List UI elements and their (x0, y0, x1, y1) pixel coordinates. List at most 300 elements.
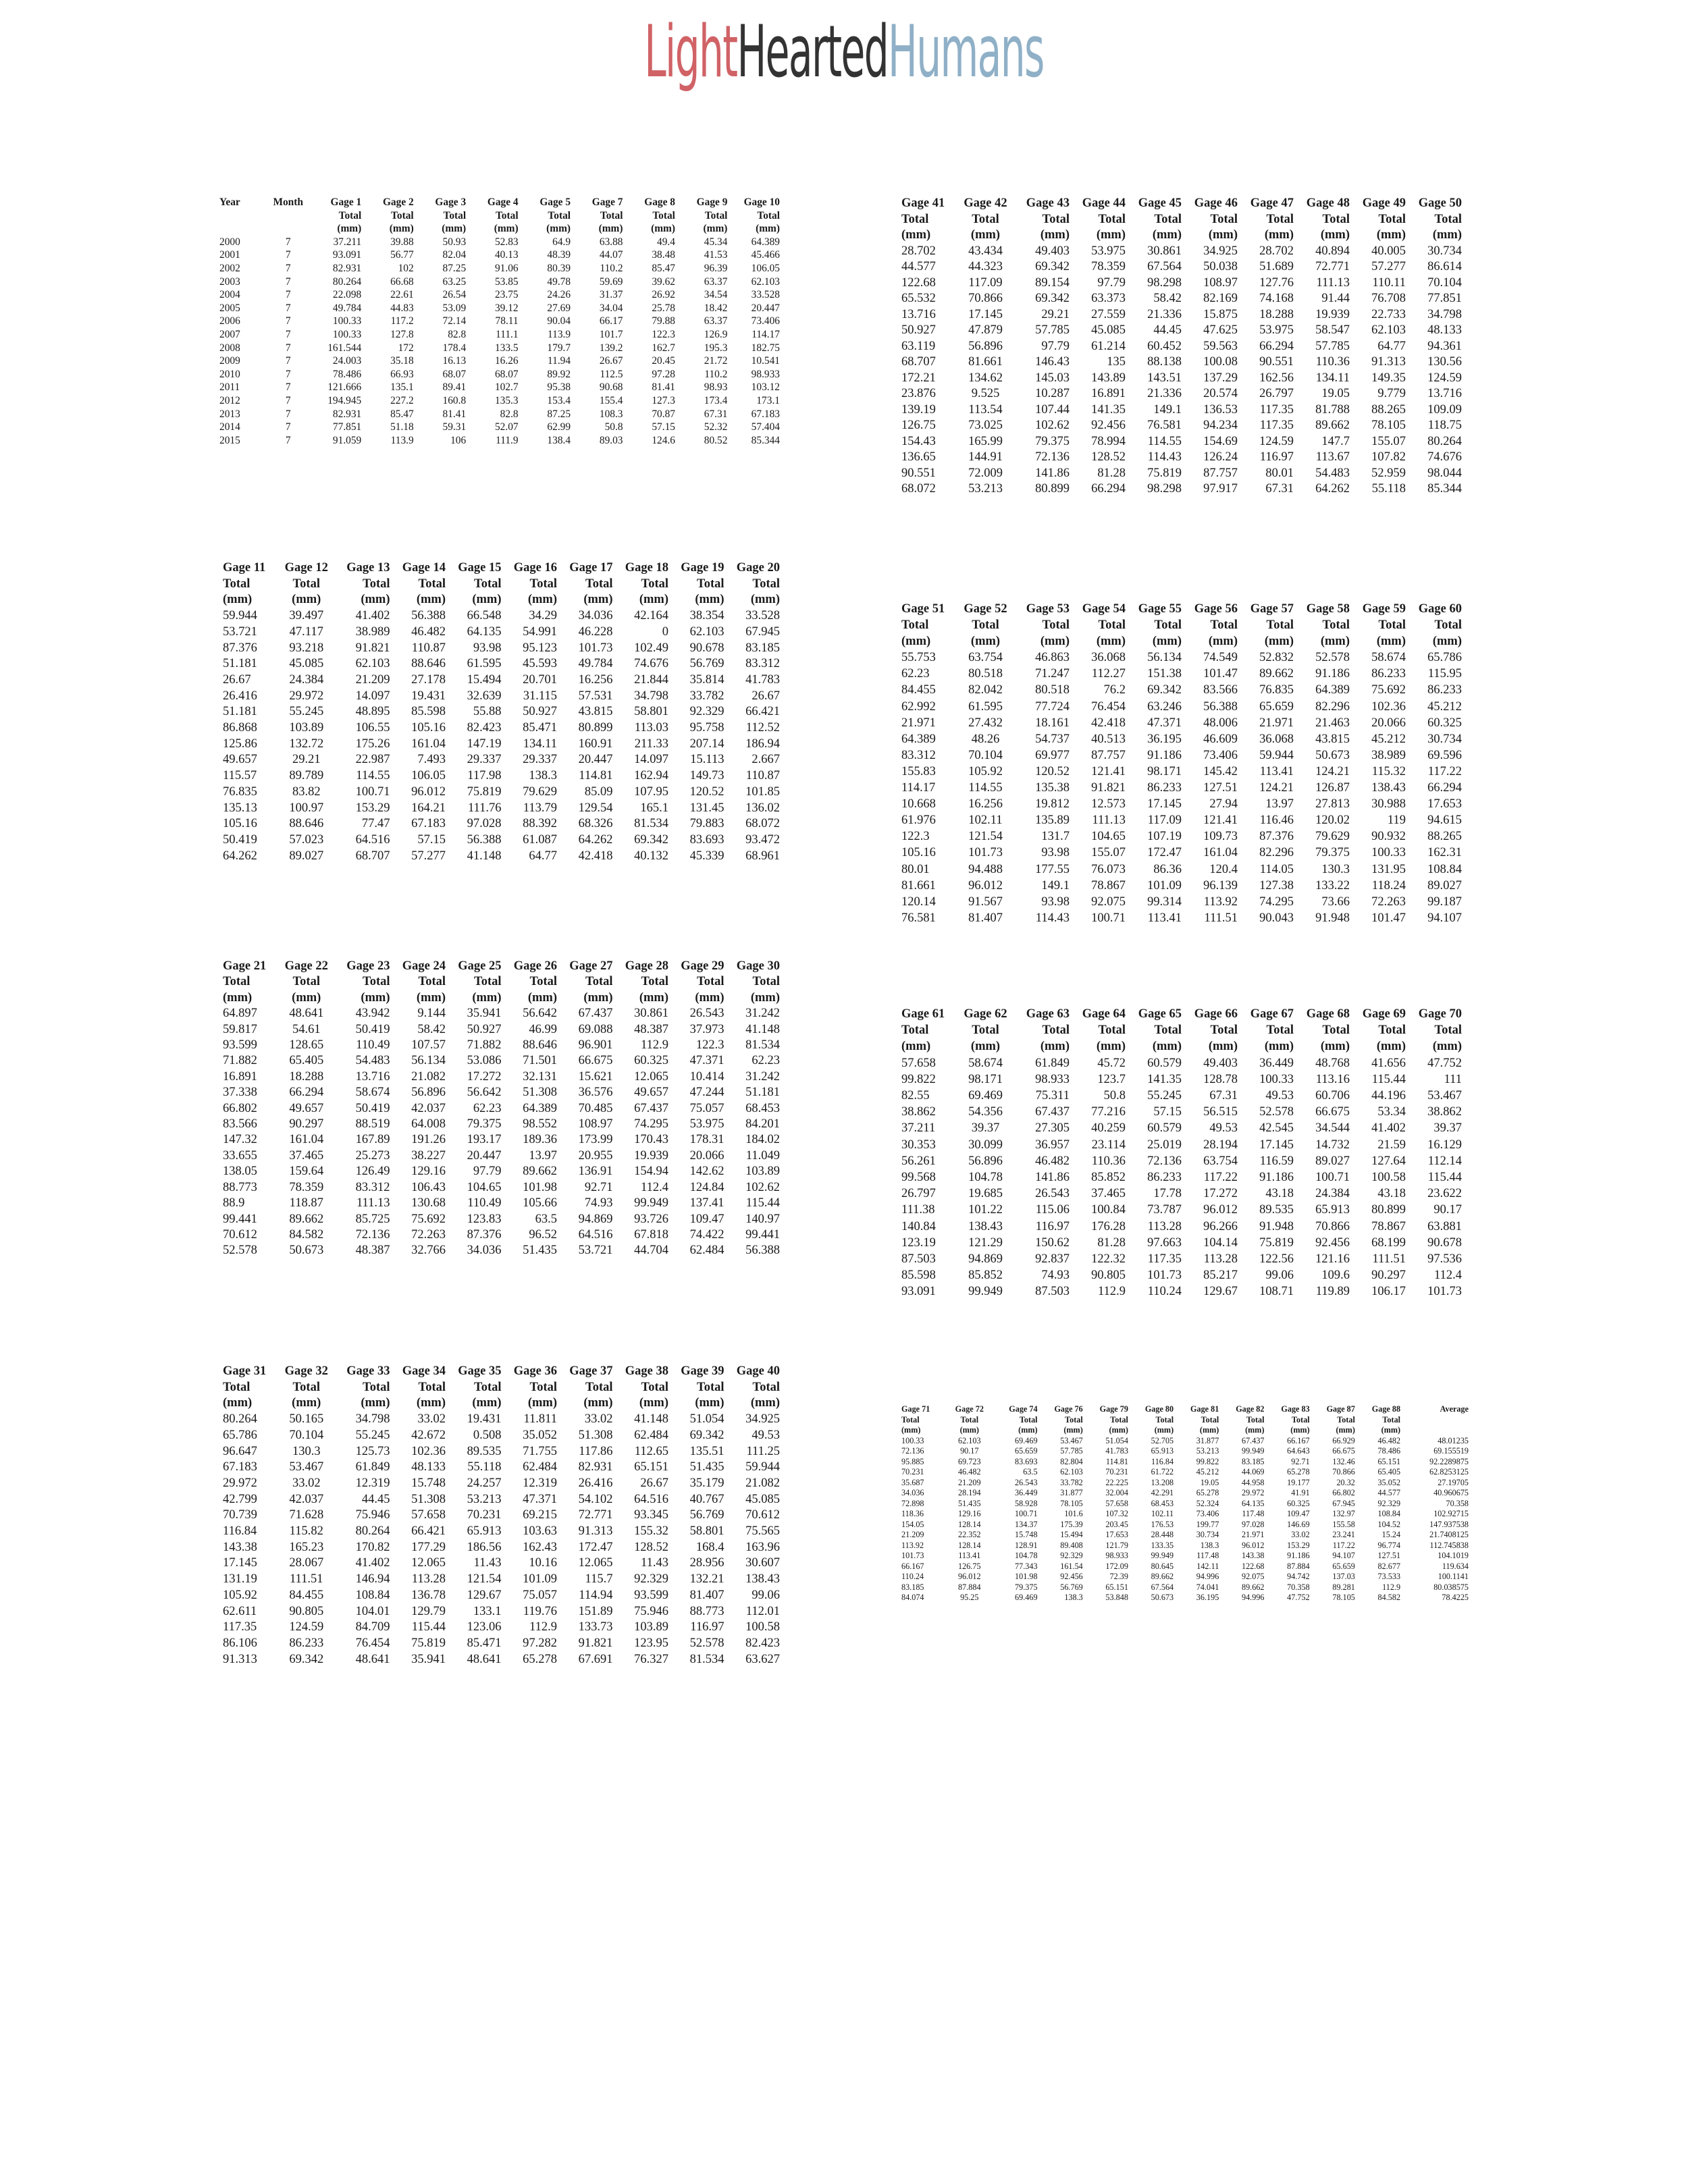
table-row (901, 1499, 1469, 1510)
table-cell: 131.19 (223, 1572, 257, 1587)
table-cell: 91.06 (494, 262, 519, 274)
table-cell: 146.94 (355, 1572, 390, 1587)
table-row (901, 731, 1462, 747)
column-header: Gage 67 (1250, 1007, 1294, 1021)
unit-label: (mm) (1376, 635, 1406, 649)
table-cell: 26.797 (901, 1187, 936, 1201)
table-cell: 67.437 (1035, 1105, 1070, 1119)
column-header: Gage 88 (1371, 1404, 1401, 1414)
table-cell: 155.32 (634, 1524, 668, 1539)
table-cell: 74.168 (1259, 292, 1294, 305)
header-row (901, 633, 1462, 649)
table-cell: 45.212 (1371, 732, 1406, 746)
table-cell: 108.3 (599, 408, 623, 420)
table-cell: 68.072 (745, 817, 780, 831)
table-cell: 57.658 (411, 1508, 446, 1522)
table-cell: 34.925 (745, 1412, 780, 1427)
table-cell: 124.84 (689, 1180, 724, 1194)
table-cell: 125.73 (355, 1444, 390, 1458)
table-cell: 99.822 (901, 1072, 936, 1086)
table-cell: 29.337 (467, 753, 502, 767)
table-cell: 57.785 (1035, 323, 1070, 337)
table-row (901, 402, 1462, 419)
table-cell: 62.103 (689, 624, 724, 639)
table-cell: 99.949 (634, 1196, 668, 1210)
table-cell: 149.35 (1371, 371, 1406, 385)
total-label: Total (1210, 1023, 1238, 1038)
table-row (223, 672, 780, 689)
rainfall-table-gage-71-88-average (901, 1404, 1469, 1603)
table-cell: 101.98 (523, 1180, 557, 1194)
column-header: Gage 87 (1326, 1404, 1355, 1414)
table-cell: 227.2 (390, 394, 414, 406)
table-cell: 122.32 (1091, 1252, 1126, 1267)
table-cell: 13.97 (529, 1148, 557, 1163)
table-cell: 108.84 (1377, 1509, 1401, 1518)
table-cell: 64.135 (467, 624, 502, 639)
table-cell: 64.516 (634, 1492, 668, 1506)
table-cell: 58.801 (634, 705, 668, 719)
table-cell: 2008 (219, 342, 240, 354)
table-cell: 159.64 (289, 1165, 324, 1179)
table-cell: 18.161 (1035, 716, 1070, 730)
table-cell: 127.51 (1377, 1551, 1401, 1560)
table-cell: 75.311 (1035, 1089, 1070, 1103)
table-cell: 115.82 (289, 1524, 323, 1539)
table-cell: 98.933 (1035, 1072, 1070, 1086)
table-cell: 145.42 (1203, 764, 1238, 778)
table-cell: 137.03 (1332, 1572, 1355, 1581)
table-cell: 71.247 (1035, 667, 1070, 681)
table-cell: 42.037 (289, 1492, 324, 1506)
table-cell: 19.812 (1035, 797, 1070, 811)
table-cell: 85.344 (1427, 482, 1462, 496)
table-cell: 45.212 (1427, 699, 1462, 714)
column-header: Gage 10 (743, 196, 780, 208)
table-cell: 63.5 (535, 1212, 557, 1226)
table-cell: 113.79 (523, 801, 557, 815)
table-cell: 117.98 (467, 769, 502, 783)
column-header: Gage 72 (955, 1404, 984, 1414)
table-cell: 121.29 (968, 1235, 1003, 1250)
table-cell: 59.31 (442, 421, 467, 433)
table-cell: 85.852 (968, 1269, 1003, 1283)
unit-label: (mm) (901, 1425, 921, 1435)
table-cell: 18.288 (289, 1069, 324, 1084)
table-cell: 72.136 (355, 1227, 390, 1242)
table-cell: 140.84 (901, 1219, 936, 1233)
table-cell: 126.24 (1203, 450, 1238, 464)
unit-label: (mm) (416, 990, 446, 1005)
table-cell: 78.486 (1377, 1446, 1401, 1456)
table-cell: 20.32 (1336, 1477, 1355, 1487)
table-cell: 87.503 (1035, 1285, 1070, 1299)
column-header: Gage 24 (402, 959, 446, 973)
table-cell: 15.875 (1203, 307, 1238, 321)
column-header: Gage 35 (458, 1364, 502, 1378)
table-cell: 38.989 (355, 624, 390, 639)
table-cell: 2011 (219, 381, 240, 394)
table-cell: 86.233 (1427, 683, 1462, 697)
table-cell: 41.402 (1371, 1121, 1406, 1136)
table-cell: 100.33 (901, 1435, 924, 1445)
table-cell: 33.782 (1060, 1477, 1083, 1487)
table-cell: 50.927 (523, 705, 557, 719)
table-row (223, 624, 780, 641)
table-cell: 91.44 (1321, 292, 1350, 305)
table-cell: 67.564 (1151, 1582, 1174, 1592)
table-cell: 65.151 (634, 1460, 668, 1474)
table-cell: 98.933 (751, 368, 780, 380)
table-cell: 113.41 (1259, 764, 1294, 778)
unit-label: (mm) (527, 990, 557, 1005)
table-cell: 160.8 (442, 394, 467, 406)
table-cell: 117.48 (1196, 1551, 1219, 1560)
table-cell: 51.308 (578, 1428, 613, 1442)
total-label: Total (1434, 618, 1462, 633)
table-cell: 95.885 (901, 1456, 924, 1466)
table-cell: 7 (285, 236, 291, 248)
table-cell: 15.494 (1060, 1530, 1083, 1539)
table-cell: 83.185 (1241, 1456, 1265, 1466)
table-cell: 75.819 (467, 784, 502, 799)
column-header: Average (1440, 1404, 1469, 1414)
table-cell: 94.488 (968, 862, 1003, 876)
unit-label: (mm) (1040, 228, 1070, 242)
table-cell: 22.225 (1105, 1477, 1128, 1487)
table-cell: 35.18 (390, 355, 414, 367)
table-cell: 37.465 (289, 1148, 324, 1163)
table-cell: 80.39 (547, 262, 571, 274)
unit-label: (mm) (472, 990, 502, 1005)
table-cell: 111.51 (289, 1572, 323, 1587)
column-header: Gage 51 (901, 602, 945, 616)
table-cell: 108.84 (355, 1588, 390, 1602)
table-cell: 66.675 (1315, 1105, 1350, 1119)
table-cell: 40.132 (634, 849, 668, 863)
table-cell: 66.802 (223, 1101, 257, 1115)
table-cell: 117.22 (1332, 1540, 1355, 1550)
table-cell: 75.692 (1371, 683, 1406, 697)
table-cell: 61.595 (467, 657, 502, 671)
table-cell: 65.278 (1287, 1467, 1310, 1476)
table-row (219, 394, 780, 408)
table-cell: 75.057 (523, 1588, 557, 1602)
table-cell: 49.784 (332, 302, 362, 314)
unit-label: (mm) (1208, 1040, 1238, 1054)
table-cell: 69.215 (523, 1508, 557, 1522)
table-cell: 135 (1107, 355, 1126, 369)
column-header: Gage 36 (513, 1364, 557, 1378)
table-cell: 141.35 (1147, 1072, 1182, 1086)
table-cell: 42.418 (1091, 716, 1126, 730)
table-cell: 13.716 (1427, 387, 1462, 400)
table-row (901, 1520, 1469, 1530)
table-cell: 68.707 (355, 849, 390, 863)
table-cell: 113.92 (1203, 895, 1238, 909)
table-cell: 146.43 (1035, 355, 1070, 369)
table-cell: 83.312 (901, 748, 936, 762)
table-cell: 107.32 (1105, 1509, 1128, 1518)
table-cell: 26.543 (1035, 1187, 1070, 1201)
table-cell: 40.005 (1371, 244, 1406, 258)
table-cell: 97.028 (467, 817, 502, 831)
table-cell: 41.656 (1371, 1056, 1406, 1070)
table-cell: 92.456 (1060, 1572, 1083, 1581)
table-cell: 69.596 (1427, 748, 1462, 762)
header-row (223, 560, 780, 577)
total-label: Total (1042, 1023, 1070, 1038)
table-cell: 37.973 (689, 1022, 724, 1036)
table-cell: 132.46 (1332, 1456, 1355, 1466)
header-row (223, 577, 780, 593)
column-header: Gage 26 (513, 959, 557, 973)
table-cell: 94.107 (1427, 911, 1462, 925)
table-cell: 133.22 (1315, 878, 1350, 893)
table-cell: 71.882 (467, 1038, 502, 1053)
table-row (901, 1251, 1462, 1267)
table-cell: 126.9 (704, 328, 728, 340)
table-row (901, 1446, 1469, 1457)
table-cell: 91.948 (1259, 1219, 1294, 1233)
table-cell: 133.73 (578, 1620, 613, 1634)
table-cell: 87.884 (1287, 1561, 1310, 1571)
table-cell: 17.78 (1153, 1187, 1182, 1201)
header-row (901, 1006, 1462, 1022)
total-label: Total (1065, 1414, 1083, 1424)
table-cell: 129.67 (467, 1588, 502, 1602)
table-cell: 94.996 (1241, 1593, 1265, 1602)
table-row (223, 816, 780, 832)
total-label: Total (757, 209, 780, 221)
column-header: Gage 62 (964, 1007, 1007, 1021)
table-cell: 92.075 (1241, 1572, 1265, 1581)
table-cell: 136.02 (745, 801, 780, 815)
table-cell: 50.165 (289, 1412, 324, 1427)
table-cell: 89.662 (1151, 1572, 1174, 1581)
table-cell: 24.003 (332, 355, 362, 367)
table-cell: 26.67 (223, 672, 251, 687)
table-row (219, 434, 780, 448)
table-cell: 63.373 (1091, 292, 1126, 305)
column-header: Gage 37 (569, 1364, 613, 1378)
table-cell: 75.819 (1147, 466, 1182, 480)
table-cell: 64.9 (552, 236, 571, 248)
table-cell: 155.58 (1332, 1519, 1355, 1529)
table-cell: 101.6 (1064, 1509, 1083, 1518)
table-cell: 90.17 (1433, 1203, 1462, 1217)
table-cell: 89.662 (1315, 419, 1350, 432)
table-cell: 52.324 (1196, 1498, 1219, 1508)
table-cell: 10.414 (689, 1069, 724, 1084)
table-cell: 7 (285, 302, 291, 314)
table-cell: 83.693 (689, 832, 724, 847)
unit-label: (mm) (1109, 1425, 1128, 1435)
unit-label: (mm) (639, 593, 668, 607)
table-cell: 35.941 (467, 1007, 502, 1021)
table-cell: 52.578 (223, 1244, 257, 1258)
table-cell: 120.4 (1209, 862, 1238, 876)
table-cell: 80.899 (578, 721, 613, 735)
header-row (901, 1425, 1469, 1436)
table-cell: 33.02 (584, 1412, 613, 1427)
table-cell: 129.54 (578, 801, 613, 815)
header-row (901, 1415, 1469, 1426)
table-cell: 177.55 (1035, 862, 1070, 876)
table-cell: 48.895 (355, 705, 390, 719)
table-row (223, 1604, 780, 1620)
table-cell: 33.528 (745, 609, 780, 623)
table-row (223, 1476, 780, 1492)
header-row (901, 1038, 1462, 1055)
header-row (901, 228, 1462, 244)
table-cell: 26.92 (652, 289, 675, 301)
table-cell: 19.685 (968, 1187, 1003, 1201)
table-cell: 50.038 (1203, 260, 1238, 273)
table-cell: 65.659 (1015, 1446, 1038, 1456)
unit-label: (mm) (1208, 228, 1238, 242)
total-label: Total (1042, 618, 1070, 633)
table-cell: 136.91 (578, 1165, 613, 1179)
table-cell: 30.988 (1371, 797, 1406, 811)
table-row (901, 1137, 1462, 1153)
table-cell: 207.14 (689, 737, 724, 751)
table-cell: 21.971 (901, 716, 936, 730)
table-cell: 26.543 (689, 1007, 724, 1021)
total-label: Total (1098, 618, 1126, 633)
table-cell: 170.82 (355, 1540, 390, 1554)
total-label: Total (495, 209, 519, 221)
table-cell: 65.278 (1196, 1488, 1219, 1497)
table-row (219, 288, 780, 302)
table-cell: 64.389 (901, 732, 936, 746)
table-cell: 114.81 (1105, 1456, 1128, 1466)
table-cell: 76.454 (1091, 699, 1126, 714)
table-cell: 75.692 (411, 1212, 446, 1226)
table-cell: 167.89 (355, 1133, 390, 1147)
column-header: Gage 54 (1082, 602, 1126, 616)
table-cell: 19.431 (411, 689, 446, 703)
table-cell: 82.677 (1377, 1561, 1401, 1571)
table-cell: 97.917 (1203, 482, 1238, 496)
table-cell: 37.211 (333, 236, 362, 248)
table-cell: 126.87 (1315, 781, 1350, 795)
table-cell: 50.673 (289, 1244, 324, 1258)
table-cell: 93.472 (745, 832, 780, 847)
table-row (901, 307, 1462, 323)
table-cell: 135.1 (390, 381, 414, 394)
table-cell: 69.155519 (1433, 1446, 1469, 1456)
table-cell: 91.313 (223, 1652, 257, 1666)
table-cell: 92.329 (634, 1572, 668, 1587)
table-cell: 56.896 (968, 1154, 1003, 1168)
table-cell: 82.296 (1259, 846, 1294, 860)
table-row (901, 1488, 1469, 1499)
table-cell: 26.543 (1015, 1477, 1038, 1487)
table-row (901, 450, 1462, 466)
table-cell: 0.508 (473, 1428, 502, 1442)
table-cell: 111.1 (496, 328, 519, 340)
table-cell: 45.085 (1091, 323, 1126, 337)
table-cell: 84.582 (1377, 1593, 1401, 1602)
total-label: Total (1154, 212, 1182, 226)
table-cell: 10.541 (751, 355, 780, 367)
table-cell: 56.388 (1203, 699, 1238, 714)
table-row (223, 768, 780, 784)
table-cell: 66.294 (1091, 482, 1126, 496)
table-row (223, 737, 780, 753)
table-cell: 86.868 (223, 721, 257, 735)
table-cell: 49.657 (223, 753, 257, 767)
table-row (223, 1652, 780, 1668)
table-cell: 25.78 (652, 302, 675, 314)
table-cell: 146.69 (1287, 1519, 1310, 1529)
table-cell: 48.641 (289, 1007, 324, 1021)
rainfall-table-gage-61-70 (901, 1006, 1462, 1300)
table-cell: 13.208 (1151, 1477, 1174, 1487)
table-cell: 53.086 (467, 1054, 502, 1068)
table-cell: 81.534 (689, 1652, 724, 1666)
table-cell: 35.814 (689, 672, 724, 687)
table-cell: 161.04 (411, 737, 446, 751)
table-row (223, 1212, 780, 1227)
table-cell: 44.07 (599, 249, 623, 261)
column-header: Gage 12 (284, 561, 328, 575)
table-cell: 65.532 (901, 292, 936, 305)
table-cell: 139.19 (901, 402, 936, 417)
table-cell: 74.041 (1196, 1582, 1219, 1592)
blank-header-cell (219, 209, 267, 223)
table-cell: 130.3 (292, 1444, 321, 1458)
table-cell: 53.09 (442, 302, 467, 314)
table-cell: 81.534 (745, 1038, 780, 1053)
table-cell: 92.2289875 (1429, 1456, 1469, 1466)
table-cell: 40.894 (1315, 244, 1350, 258)
table-cell: 20.45 (652, 355, 675, 367)
unit-label: (mm) (442, 223, 467, 235)
table-cell: 68.07 (442, 368, 467, 380)
table-cell: 108.97 (1203, 275, 1238, 290)
unit-label: (mm) (970, 635, 1001, 649)
table-cell: 70.231 (467, 1508, 502, 1522)
table-cell: 104.14 (1203, 1235, 1238, 1250)
table-row (219, 368, 780, 381)
table-cell: 36.195 (1196, 1593, 1219, 1602)
table-cell: 64.008 (411, 1117, 446, 1131)
unit-label: (mm) (1376, 228, 1406, 242)
table-cell: 113.28 (1147, 1219, 1182, 1233)
table-row (901, 1562, 1469, 1572)
total-label: Total (960, 1414, 979, 1424)
table-cell: 72.009 (968, 466, 1003, 480)
rainfall-table-gage-51-60 (901, 601, 1462, 926)
table-cell: 92.837 (1035, 1252, 1070, 1267)
table-cell: 23.114 (1091, 1138, 1126, 1152)
table-cell: 89.789 (289, 769, 324, 783)
total-label: Total (1042, 212, 1070, 226)
table-cell: 61.595 (968, 699, 1003, 714)
table-cell: 80.899 (1371, 1203, 1406, 1217)
table-cell: 53.467 (1060, 1435, 1083, 1445)
table-cell: 62.484 (634, 1428, 668, 1442)
table-cell: 114.17 (901, 781, 936, 795)
table-cell: 83.312 (745, 657, 780, 671)
table-cell: 104.52 (1377, 1519, 1401, 1529)
table-cell: 69.342 (634, 832, 668, 847)
table-cell: 34.798 (634, 689, 668, 703)
table-cell: 85.598 (901, 1269, 936, 1283)
table-cell: 147.32 (223, 1133, 257, 1147)
